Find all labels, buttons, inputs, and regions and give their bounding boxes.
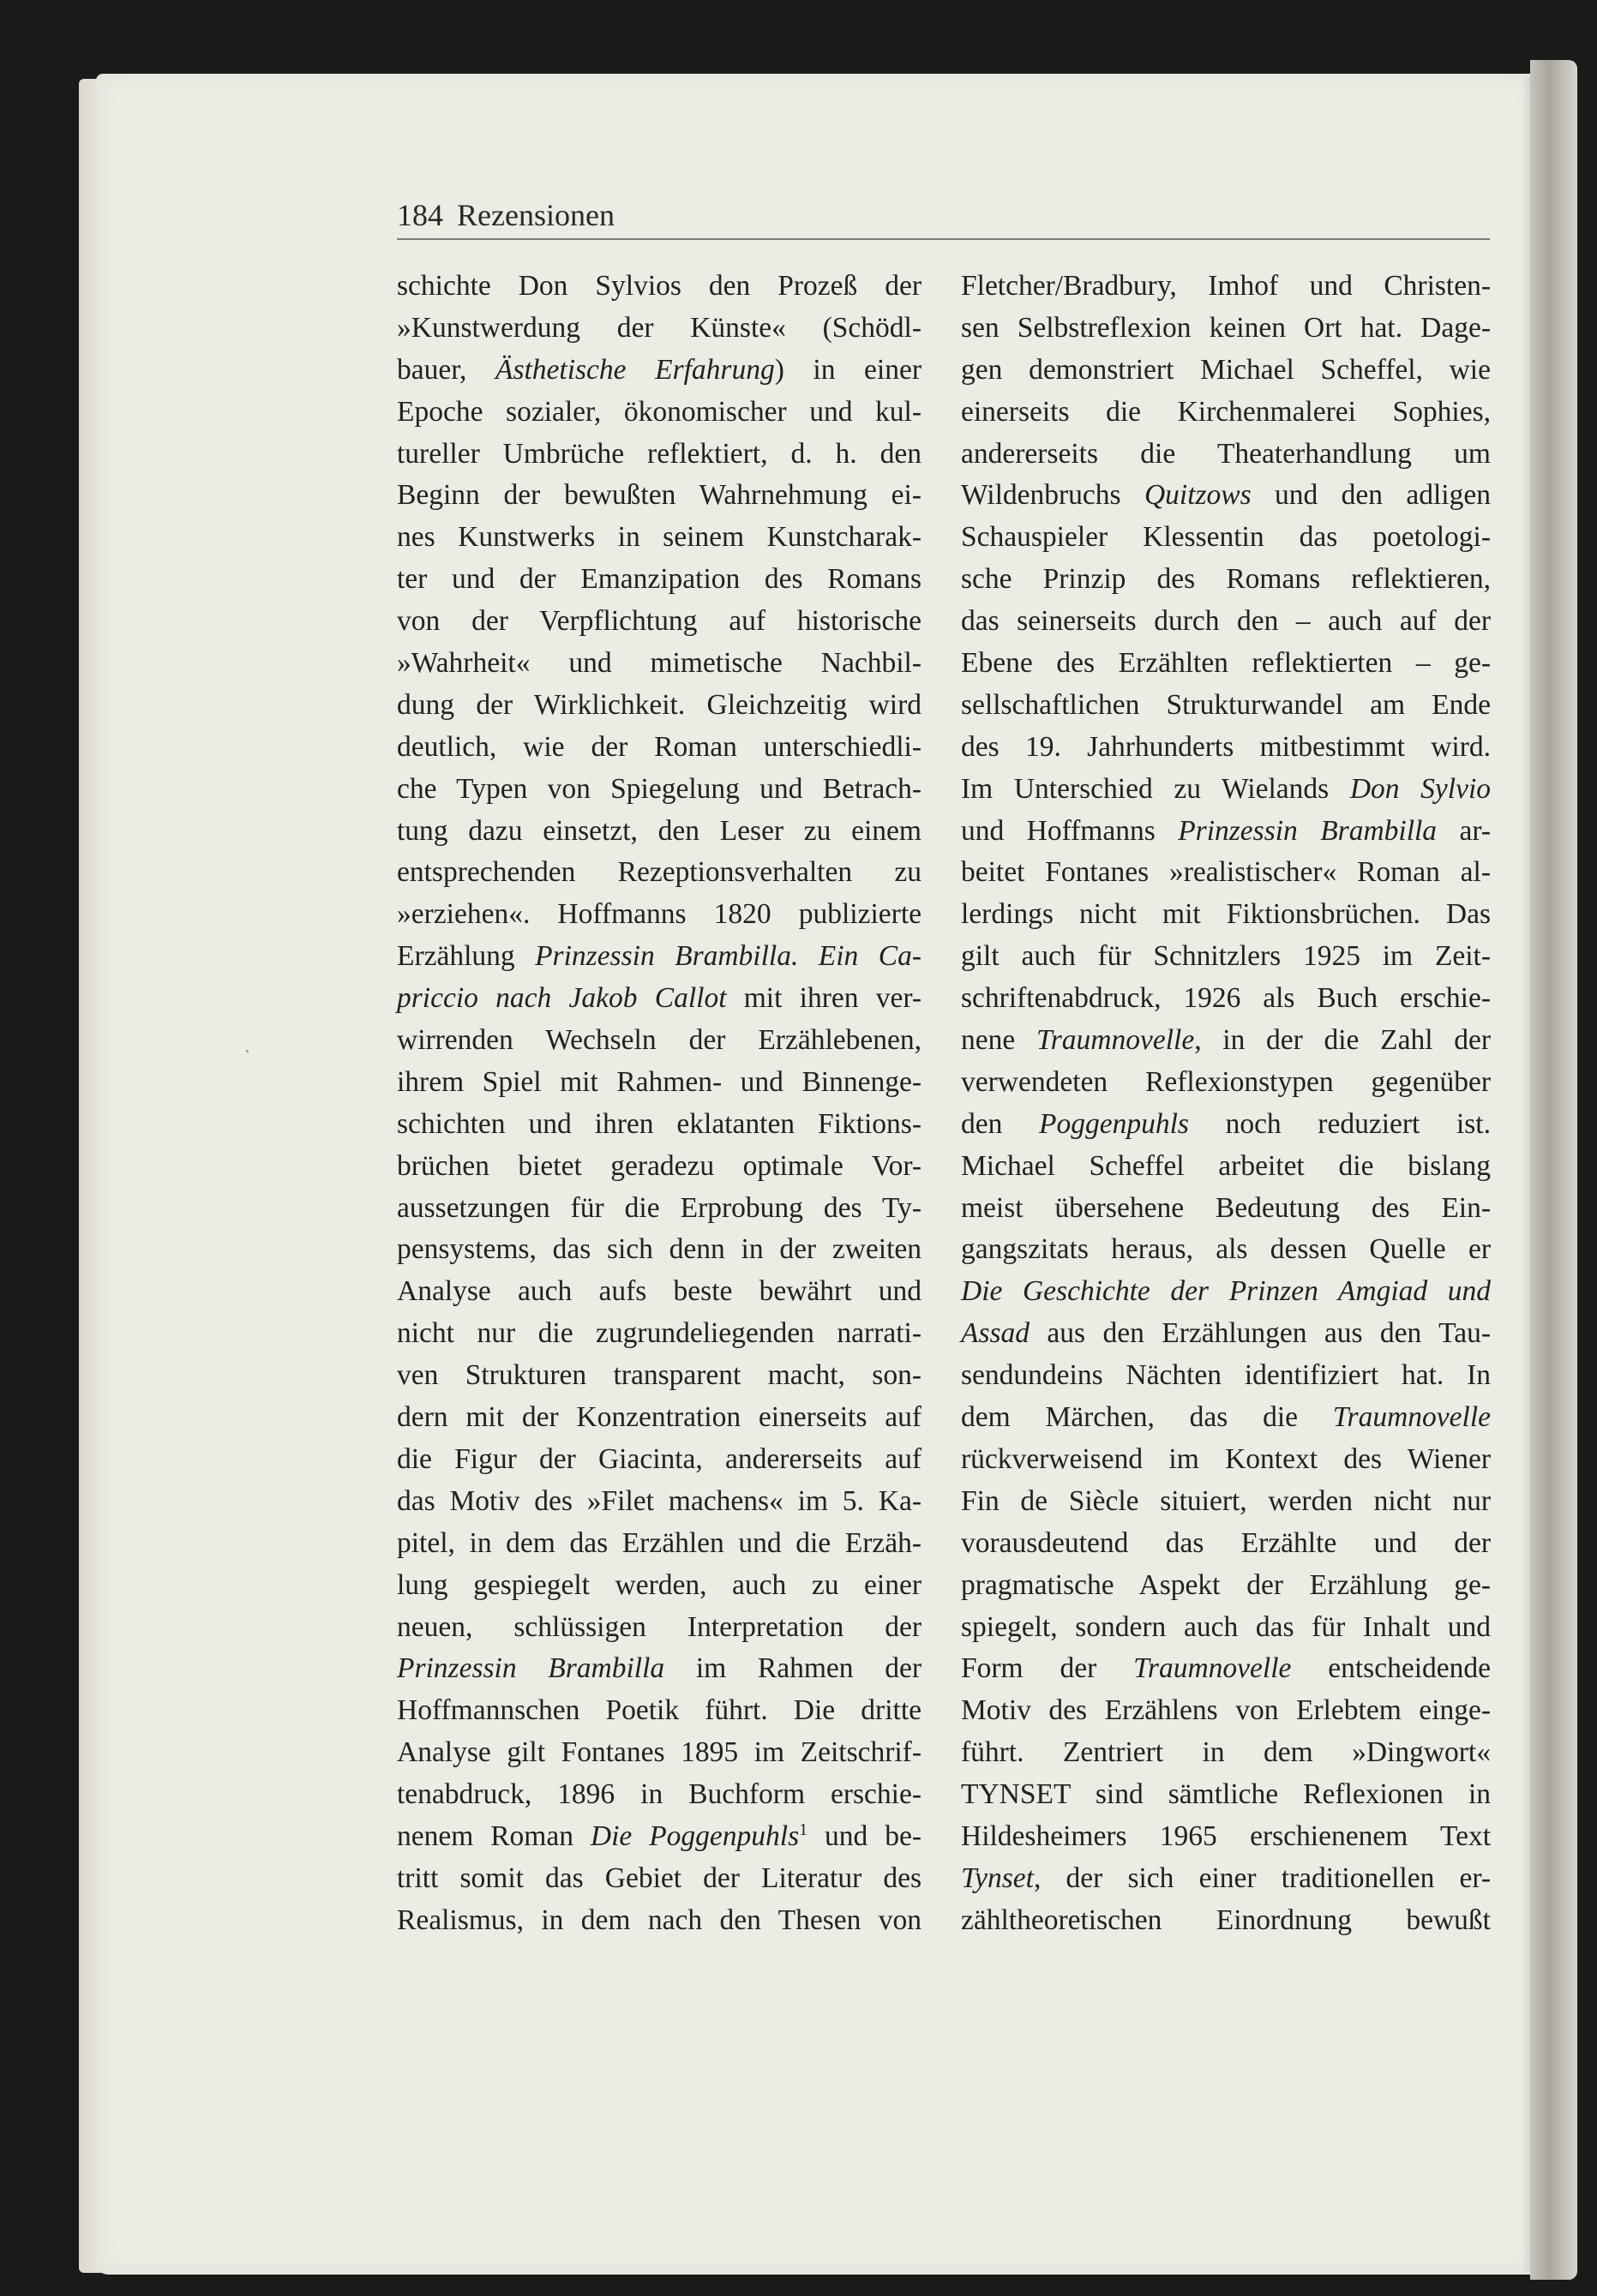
text-run: mit ihren ver- <box>726 982 922 1015</box>
text-run: dem Märchen, das die <box>961 1401 1333 1434</box>
text-line <box>397 392 922 434</box>
text-run: tung dazu einsetzt, den Leser zu einem <box>397 814 922 847</box>
text-run: nene <box>961 1024 1036 1057</box>
text-run: die Figur der Giacinta, andererseits auf <box>397 1442 922 1475</box>
text-run: noch reduziert ist. <box>1188 1107 1491 1140</box>
text-run: pragmatische Aspekt der Erzählung ge- <box>961 1568 1491 1601</box>
text-run: aus den Erzählungen aus den Tau- <box>1030 1317 1491 1350</box>
text-line <box>397 1900 922 1942</box>
text-run: den <box>961 1107 1039 1140</box>
text-line <box>397 1816 922 1858</box>
text-run: nenem Roman <box>397 1819 591 1852</box>
text-line <box>961 517 1491 559</box>
text-line <box>961 434 1491 476</box>
text-run: Michael Scheffel arbeitet die bislang <box>961 1149 1491 1182</box>
text-run: im Rahmen der <box>664 1652 922 1685</box>
text-run: ter und der Emanzipation des Romans <box>397 563 922 596</box>
text-line <box>397 1648 922 1690</box>
text-run: von der Verpflichtung auf historische <box>397 605 922 638</box>
text-run: lung gespiegelt werden, auch zu einer <box>397 1568 922 1601</box>
text-run: pensystems, das sich denn in der zweiten <box>397 1233 922 1266</box>
text-run: »Kunstwerdung der Künste« (Schödl- <box>397 311 922 344</box>
text-line <box>397 978 922 1020</box>
italic-title: Die Geschichte der Prinzen Amgiad und <box>961 1275 1491 1308</box>
text-run: sellschaftlichen Strukturwandel am Ende <box>961 688 1491 721</box>
text-run: nicht nur die zugrundeliegenden narrati- <box>397 1317 922 1350</box>
text-run: Hoffmannschen Poetik führt. Die dritte <box>397 1694 922 1727</box>
text-run: Ebene des Erzählten reflektierten – ge- <box>961 647 1491 680</box>
text-run: einerseits die Kirchenmalerei Sophies, <box>961 395 1491 428</box>
text-run: wirrenden Wechseln der Erzählebenen, <box>397 1024 922 1057</box>
text-line <box>961 936 1491 978</box>
text-line <box>397 1355 922 1397</box>
italic-title: Tynset <box>961 1861 1034 1894</box>
text-line <box>397 1146 922 1188</box>
italic-title: Prinzessin Brambilla. Ein Ca- <box>535 940 922 973</box>
text-line <box>397 1104 922 1146</box>
text-line <box>961 1607 1491 1649</box>
text-run: Hildesheimers 1965 erschienenem Text <box>961 1819 1491 1852</box>
italic-title: Assad <box>961 1317 1030 1350</box>
text-run: schichte Don Sylvios den Prozeß der <box>397 270 922 302</box>
text-run: Epoche sozialer, ökonomischer und kul- <box>397 395 922 428</box>
text-run: bauer, <box>397 353 495 386</box>
text-run: , in der die Zahl der <box>1194 1024 1491 1057</box>
text-run: »Wahrheit« und mimetische Nachbil- <box>397 647 922 680</box>
section-title: Rezensionen <box>457 198 615 232</box>
text-line <box>397 1607 922 1649</box>
text-line <box>961 978 1491 1020</box>
text-line <box>397 936 922 978</box>
text-line <box>397 643 922 685</box>
text-line <box>961 811 1491 853</box>
text-run: ihrem Spiel mit Rahmen- und Binnenge- <box>397 1065 922 1098</box>
italic-title: Traumnovelle <box>1332 1401 1491 1434</box>
text-run: gangszitats heraus, als dessen Quelle er <box>961 1233 1491 1266</box>
text-line <box>397 1271 922 1313</box>
text-run: che Typen von Spiegelung und Betrach- <box>397 772 922 805</box>
text-line <box>397 1188 922 1230</box>
italic-title: Traumnovelle <box>1036 1024 1195 1057</box>
text-run: Motiv des Erzählens von Erlebtem einge- <box>961 1694 1491 1727</box>
text-run: entsprechenden Rezeptionsverhalten zu <box>397 856 922 889</box>
text-line <box>397 894 922 936</box>
italic-title: priccio nach Jakob Callot <box>397 982 727 1015</box>
text-line <box>961 350 1491 392</box>
text-run: beitet Fontanes »realistischer« Roman al- <box>961 856 1491 889</box>
text-run: rückverweisend im Kontext des Wiener <box>961 1442 1491 1475</box>
text-line <box>961 1858 1491 1900</box>
text-line <box>961 1020 1491 1062</box>
text-line <box>961 1774 1491 1816</box>
text-line <box>397 1565 922 1607</box>
text-line <box>961 1900 1491 1942</box>
text-line <box>961 392 1491 434</box>
text-line <box>961 475 1491 517</box>
text-run: , der sich einer traditionellen er- <box>1033 1861 1491 1894</box>
text-line <box>961 894 1491 936</box>
text-run: »erziehen«. Hoffmanns 1820 publizierte <box>397 898 922 931</box>
text-run: und be- <box>808 1819 922 1852</box>
text-line <box>397 1397 922 1439</box>
text-line <box>397 475 922 517</box>
italic-title: Poggenpuhls <box>1039 1107 1189 1140</box>
italic-title: Prinzessin Brambilla <box>1178 814 1438 847</box>
text-run: Realismus, in dem nach den Thesen von <box>397 1903 922 1936</box>
italic-title: Traumnovelle <box>1133 1652 1292 1685</box>
text-run: Fin de Siècle situiert, werden nicht nur <box>961 1484 1491 1517</box>
text-line <box>961 1062 1491 1104</box>
text-run: zähltheoretischen Einordnung bewußt <box>961 1903 1491 1936</box>
text-line <box>961 1732 1491 1774</box>
text-line <box>961 1188 1491 1230</box>
text-run: Erzählung <box>397 940 536 973</box>
text-run: ven Strukturen transparent macht, son- <box>397 1359 922 1392</box>
text-line <box>961 1439 1491 1481</box>
text-run: ar- <box>1437 814 1491 847</box>
text-run: Fletcher/Bradbury, Imhof und Christen- <box>961 270 1491 302</box>
text-line <box>397 769 922 811</box>
text-run: andererseits die Theaterhandlung um <box>961 437 1491 470</box>
italic-title: Quitzows <box>1144 479 1252 512</box>
text-run: Wildenbruchs <box>961 479 1144 512</box>
text-run: sche Prinzip des Romans reflektieren, <box>961 563 1491 596</box>
facing-page-edge <box>1530 60 1577 2280</box>
text-line <box>397 685 922 727</box>
text-line <box>397 1523 922 1565</box>
text-line <box>397 1062 922 1104</box>
text-run: neuen, schlüssigen Interpretation der <box>397 1610 922 1643</box>
text-line <box>397 559 922 601</box>
text-line <box>397 266 922 308</box>
text-run: Im Unterschied zu Wielands <box>961 772 1350 805</box>
text-line <box>397 727 922 769</box>
text-line <box>397 350 922 392</box>
text-run: Analyse gilt Fontanes 1895 im Zeitschrif- <box>397 1736 922 1769</box>
text-line <box>397 1481 922 1523</box>
text-run: lerdings nicht mit Fiktionsbrüchen. Das <box>961 898 1491 931</box>
text-line <box>961 1690 1491 1732</box>
text-run: verwendeten Reflexionstypen gegenüber <box>961 1065 1491 1098</box>
text-line <box>397 852 922 894</box>
italic-title: Prinzessin Brambilla <box>397 1652 665 1685</box>
text-run: das seinerseits durch den – auch auf der <box>961 605 1491 638</box>
text-line <box>961 727 1491 769</box>
text-line <box>961 1271 1491 1313</box>
text-line <box>397 811 922 853</box>
text-line <box>961 1355 1491 1397</box>
text-line <box>397 1229 922 1271</box>
text-line <box>961 1229 1491 1271</box>
text-line <box>961 769 1491 811</box>
text-line <box>961 1397 1491 1439</box>
text-run: schriftenabdruck, 1926 als Buch erschie- <box>961 982 1491 1015</box>
italic-title: Ästhetische Erfahrung <box>495 353 775 386</box>
text-run: tritt somit das Gebiet der Literatur des <box>397 1861 922 1894</box>
text-line <box>397 1774 922 1816</box>
text-line <box>397 1732 922 1774</box>
left-text-column <box>397 266 922 1942</box>
text-run: aussetzungen für die Erprobung des Ty- <box>397 1191 922 1224</box>
text-run: brüchen bietet geradezu optimale Vor- <box>397 1149 922 1182</box>
text-run: nes Kunstwerks in seinem Kunstcharak- <box>397 521 922 554</box>
text-line <box>961 1313 1491 1355</box>
text-run: vorausdeutend das Erzählte und der <box>961 1526 1491 1559</box>
text-run: deutlich, wie der Roman unterschiedli- <box>397 730 922 763</box>
text-line <box>397 1313 922 1355</box>
text-run: dung der Wirklichkeit. Gleichzeitig wird <box>397 688 922 721</box>
text-run: dern mit der Konzentration einerseits auf <box>397 1401 922 1434</box>
text-run: meist übersehene Bedeutung des Ein- <box>961 1191 1491 1224</box>
text-run: Analyse auch aufs beste bewährt und <box>397 1275 922 1308</box>
italic-title: Don Sylvio <box>1349 772 1491 805</box>
text-line <box>961 601 1491 643</box>
text-line <box>397 1439 922 1481</box>
text-line <box>961 643 1491 685</box>
text-line <box>961 266 1491 308</box>
text-run: Schauspieler Klessentin das poetologi- <box>961 521 1491 554</box>
text-run: schichten und ihren eklatanten Fiktions- <box>397 1107 922 1140</box>
text-run: und Hoffmanns <box>961 814 1179 847</box>
text-line <box>397 1020 922 1062</box>
text-run: führt. Zentriert in dem »Dingwort« <box>961 1736 1491 1769</box>
text-run: tenabdruck, 1896 in Buchform erschie- <box>397 1778 922 1811</box>
text-line <box>397 308 922 350</box>
footnote-marker: 1 <box>799 1819 808 1839</box>
text-run: des 19. Jahrhunderts mitbestimmt wird. <box>961 730 1491 763</box>
text-line <box>397 1858 922 1900</box>
text-run: und den adligen <box>1251 479 1491 512</box>
text-line <box>961 1523 1491 1565</box>
text-line <box>961 1648 1491 1690</box>
text-run: TYNSET sind sämtliche Reflexionen in <box>961 1778 1491 1811</box>
text-line <box>961 308 1491 350</box>
text-line <box>961 1816 1491 1858</box>
text-line <box>397 434 922 476</box>
text-run: gilt auch für Schnitzlers 1925 im Zeit- <box>961 940 1491 973</box>
page-number: 184 <box>397 198 443 232</box>
text-run: spiegelt, sondern auch das für Inhalt und <box>961 1610 1491 1643</box>
text-line <box>397 517 922 559</box>
text-line <box>961 685 1491 727</box>
text-line <box>961 1481 1491 1523</box>
text-run: Beginn der bewußten Wahrnehmung ei- <box>397 479 922 512</box>
text-line <box>961 1146 1491 1188</box>
text-run: pitel, in dem das Erzählen und die Erzäh- <box>397 1526 922 1559</box>
text-run: Form der <box>961 1652 1134 1685</box>
text-run: entscheidende <box>1291 1652 1492 1685</box>
text-line <box>397 1690 922 1732</box>
text-run: tureller Umbrüche reflektiert, d. h. den <box>397 437 922 470</box>
text-line <box>961 1565 1491 1607</box>
text-run: sen Selbstreflexion keinen Ort hat. Dage- <box>961 311 1491 344</box>
text-run: sendundeins Nächten identifiziert hat. In <box>961 1359 1491 1392</box>
text-run: ) in einer <box>774 353 922 386</box>
text-run: gen demonstriert Michael Scheffel, wie <box>961 353 1491 386</box>
text-line <box>397 601 922 643</box>
scan-speck <box>246 1050 249 1052</box>
text-line <box>961 559 1491 601</box>
right-text-column <box>961 266 1491 1942</box>
running-header <box>397 192 1490 240</box>
text-line <box>961 852 1491 894</box>
text-line <box>961 1104 1491 1146</box>
italic-title: Die Poggenpuhls <box>590 1819 800 1852</box>
text-run: das Motiv des »Filet machens« im 5. Ka- <box>397 1484 922 1517</box>
